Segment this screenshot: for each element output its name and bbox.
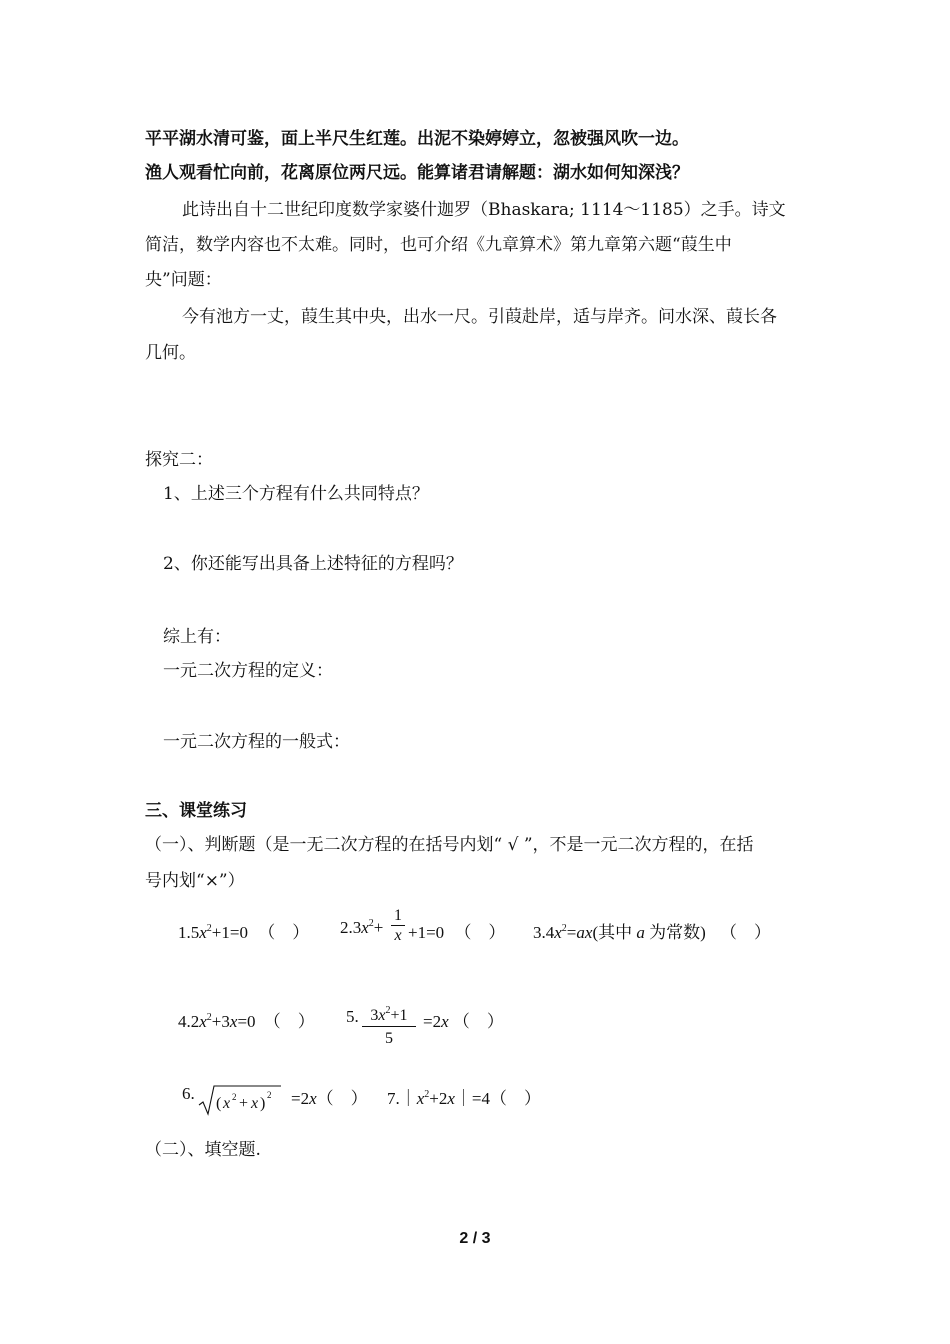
svg-text:(: ( [216, 1095, 222, 1112]
problem-3: $3.4x^2=ax$(其中 a 为常数) （ ） [533, 923, 772, 942]
explore2-general-form: 一元二次方程的一般式： [163, 732, 350, 752]
answer-blank[interactable]: （ ） [454, 923, 506, 942]
svg-text:+: + [239, 1095, 249, 1112]
svg-text:2: 2 [267, 1090, 272, 1100]
answer-blank[interactable]: （ ） [258, 923, 310, 942]
explore2-q2: 2、你还能写出具备上述特征的方程吗？ [163, 554, 463, 574]
judge-instruction-line-2: 号内划“×”） [145, 871, 245, 891]
problem-6-label: 6. [182, 1084, 195, 1103]
page-number: 2 / 3 [459, 1230, 491, 1247]
poem-line-1: 平平湖水清可鉴，面上半尺生红莲。出泥不染婷婷立，忽被强风吹一边。 [145, 129, 689, 149]
explore2-definition: 一元二次方程的定义： [163, 661, 333, 681]
intro-line-1: 此诗出自十二世纪印度数学家婆什迦罗（Bhaskara; 1114～1185）之手。诗文 [182, 200, 786, 220]
explore2-q1: 1、上述三个方程有什么共同特点？ [163, 484, 429, 504]
problem-1: $1.5x^2+1=0$ （ ） [178, 923, 310, 942]
answer-blank[interactable]: （ ） [316, 1089, 368, 1108]
fraction-1-over-x: $\frac{1}{x}$ [391, 907, 405, 946]
intro-line-5: 几何。 [145, 343, 196, 363]
answer-blank[interactable]: （ ） [720, 923, 772, 942]
answer-blank[interactable]: （ ） [263, 1012, 315, 1031]
judge-instruction-line-1: （一）、判断题（是一无二次方程的在括号内划“ √ ”，不是一元二次方程的，在括 [145, 835, 754, 855]
explore2-summary: 综上有： [163, 627, 231, 647]
answer-blank[interactable]: （ ） [490, 1089, 542, 1108]
problem-2: $2.3x^2+$ [340, 918, 384, 937]
sqrt-x-1: x [223, 1095, 231, 1112]
problem-2-rest: +1=0 （ ） [408, 923, 506, 942]
intro-line-2: 简洁，数学内容也不太难。同时，也可介绍《九章算术》第九章第六题“葭生中 [145, 235, 732, 255]
practice-title: 三、课堂练习 [145, 801, 247, 821]
poem-line-2: 渔人观看忙向前，花离原位两尺远。能算诸君请解题：湖水如何知深浅？ [145, 163, 689, 183]
problem-7: $7.|x^2+2x|=4$（ ） [387, 1089, 542, 1108]
intro-line-3: 央”问题： [145, 270, 222, 290]
answer-blank[interactable]: （ ） [452, 1012, 504, 1031]
problem-4: $4.2x^2+3x=0$ （ ） [178, 1012, 315, 1031]
sqrt-x-2: x [251, 1095, 259, 1112]
fill-in-title: （二）、填空题. [145, 1140, 261, 1160]
svg-text:2: 2 [232, 1092, 237, 1102]
sqrt-expression [197, 1083, 283, 1117]
problem-6-rest: =2x（ ） [291, 1089, 368, 1108]
problem-5-rest: =2x （ ） [423, 1012, 504, 1031]
svg-text:): ) [260, 1095, 266, 1112]
explore2-title: 探究二： [145, 450, 213, 470]
problem-5-label: 5. [346, 1007, 359, 1026]
intro-line-4: 今有池方一丈，葭生其中央，出水一尺。引葭赴岸，适与岸齐。问水深、葭长各 [182, 307, 777, 327]
fraction-problem-5: $\frac{3x^2+1}{5}$ [362, 1006, 416, 1051]
